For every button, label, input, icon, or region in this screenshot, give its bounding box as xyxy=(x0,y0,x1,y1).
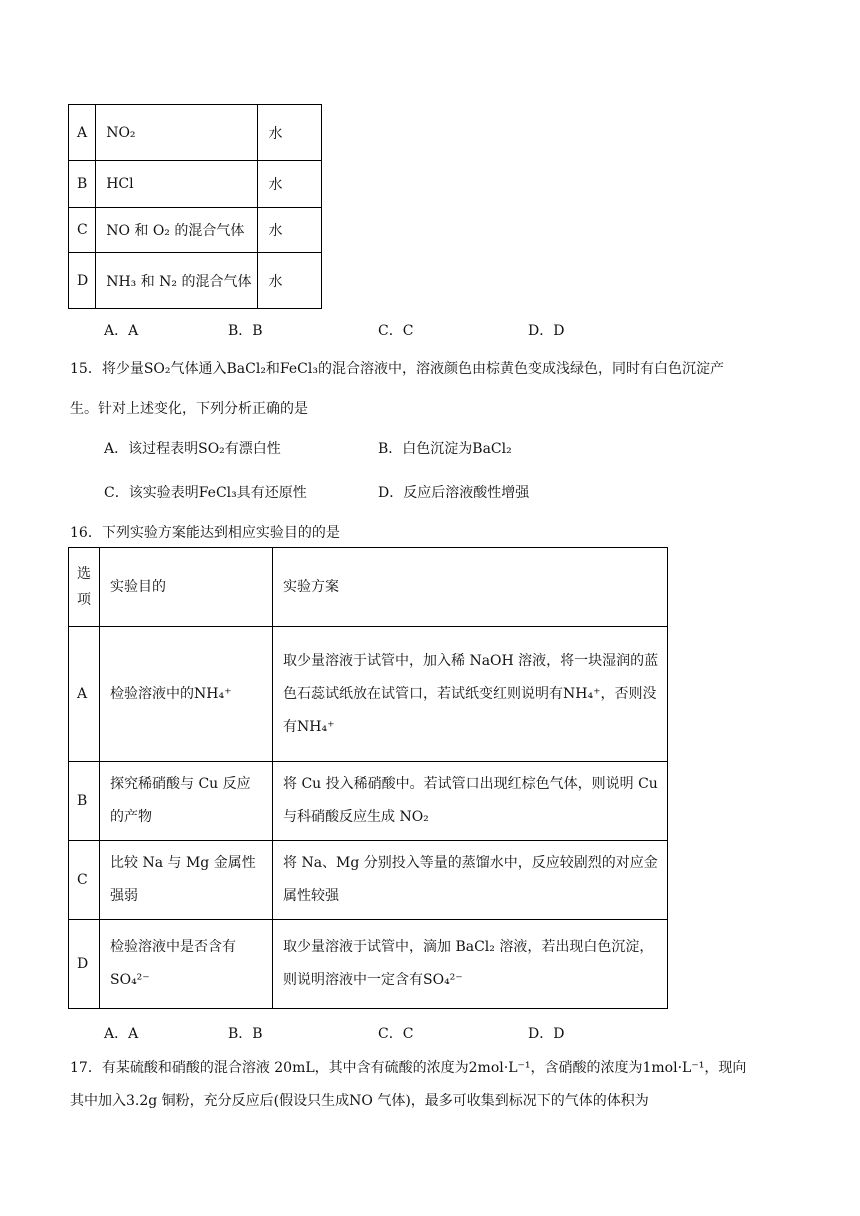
table-header-row xyxy=(69,548,668,627)
answer-option-c[interactable]: C．C xyxy=(378,323,414,339)
option-cell: B xyxy=(69,161,96,208)
q15-option-b[interactable]: B．白色沉淀为BaCl₂ xyxy=(378,441,512,457)
table-row xyxy=(69,208,322,253)
table-row xyxy=(69,762,668,841)
q16-stem: 16．下列实验方案能达到相应实验目的的是 xyxy=(70,525,340,541)
purpose-cell: 探究稀硝酸与 Cu 反应的产物 xyxy=(100,762,273,841)
option-cell: A xyxy=(69,105,96,161)
answer-option-d[interactable]: D．D xyxy=(528,1026,565,1042)
liquid-cell: 水 xyxy=(258,208,322,253)
option-cell: D xyxy=(69,253,96,309)
q17-stem-line1: 17．有某硫酸和硝酸的混合溶液 20mL，其中含有硫酸的浓度为2mol·L⁻¹，含硝酸的浓度为1mol·L⁻¹，现向 xyxy=(70,1060,747,1076)
q15-stem-line2: 生。针对上述变化，下列分析正确的是 xyxy=(70,401,308,417)
q16-table xyxy=(68,547,668,1009)
q15-option-c[interactable]: C．该实验表明FeCl₃具有还原性 xyxy=(104,485,307,501)
liquid-cell: 水 xyxy=(258,161,322,208)
table-row xyxy=(69,253,322,309)
table-row xyxy=(69,161,322,208)
option-cell: B xyxy=(69,762,100,841)
answer-option-a[interactable]: A．A xyxy=(104,1026,139,1042)
q14-table xyxy=(68,104,322,309)
gas-cell: NH₃ 和 N₂ 的混合气体 xyxy=(96,253,258,309)
plan-cell: 将 Na、Mg 分别投入等量的蒸馏水中，反应较剧烈的对应金属性较强 xyxy=(273,841,668,920)
plan-cell: 取少量溶液于试管中，加入稀 NaOH 溶液，将一块湿润的蓝色石蕊试纸放在试管口，若试纸变红则说明有NH₄⁺，否则没有NH₄⁺ xyxy=(273,627,668,762)
answer-option-c[interactable]: C．C xyxy=(378,1026,414,1042)
plan-cell: 取少量溶液于试管中，滴加 BaCl₂ 溶液，若出现白色沉淀，则说明溶液中一定含有SO₄²⁻ xyxy=(273,920,668,1009)
gas-cell: NO₂ xyxy=(96,105,258,161)
header-purpose: 实验目的 xyxy=(100,548,273,627)
option-cell: D xyxy=(69,920,100,1009)
table-row xyxy=(69,841,668,920)
table-row xyxy=(69,105,322,161)
purpose-cell: 比较 Na 与 Mg 金属性强弱 xyxy=(100,841,273,920)
liquid-cell: 水 xyxy=(258,253,322,309)
header-plan: 实验方案 xyxy=(273,548,668,627)
option-cell: C xyxy=(69,208,96,253)
option-cell: C xyxy=(69,841,100,920)
table-row xyxy=(69,920,668,1009)
purpose-cell: 检验溶液中是否含有 SO₄²⁻ xyxy=(100,920,273,1009)
liquid-cell: 水 xyxy=(258,105,322,161)
gas-cell: HCl xyxy=(96,161,258,208)
option-cell: A xyxy=(69,627,100,762)
answer-option-b[interactable]: B．B xyxy=(228,1026,263,1042)
plan-cell: 将 Cu 投入稀硝酸中。若试管口出现红棕色气体，则说明 Cu 与科硝酸反应生成 NO₂ xyxy=(273,762,668,841)
answer-option-d[interactable]: D．D xyxy=(528,323,565,339)
q15-option-d[interactable]: D．反应后溶液酸性增强 xyxy=(378,485,530,501)
q15-stem-line1: 15．将少量SO₂气体通入BaCl₂和FeCl₃的混合溶液中，溶液颜色由棕黄色变成浅绿色，同时有白色沉淀产 xyxy=(70,361,724,377)
gas-cell: NO 和 O₂ 的混合气体 xyxy=(96,208,258,253)
answer-option-b[interactable]: B．B xyxy=(228,323,263,339)
answer-option-a[interactable]: A．A xyxy=(104,323,139,339)
header-option: 选项 xyxy=(69,548,100,627)
purpose-cell: 检验溶液中的NH₄⁺ xyxy=(100,627,273,762)
table-row xyxy=(69,627,668,762)
q15-option-a[interactable]: A．该过程表明SO₂有漂白性 xyxy=(104,441,281,457)
q17-stem-line2: 其中加入3.2g 铜粉，充分反应后(假设只生成NO 气体)，最多可收集到标况下的气体的体积为 xyxy=(70,1093,649,1109)
